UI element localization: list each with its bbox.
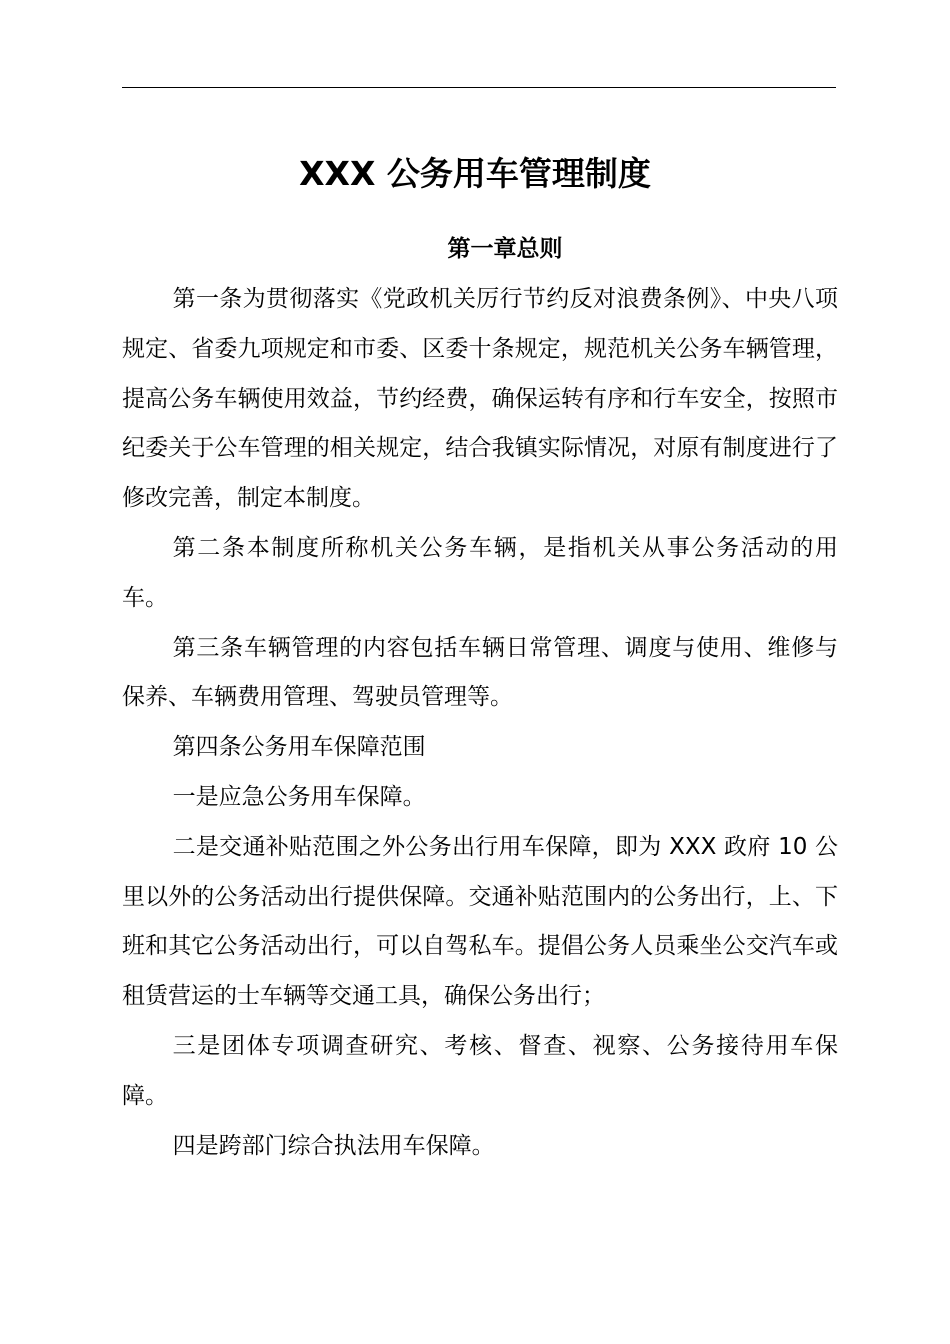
header-rule — [122, 87, 836, 88]
article-1-paragraph: 第一条为贯彻落实《党政机关厉行节约反对浪费条例》、中央八项规定、省委九项规定和市委、区委十条规定，规范机关公务车辆管理，提高公务车辆使用效益，节约经费，确保运转有序和行车安全，按照市纪委关于公车管理的相关规定，结合我镇实际情况，对原有制度进行了修改完善，制定本制度。 — [122, 286, 838, 512]
article-3-paragraph: 第三条车辆管理的内容包括车辆日常管理、调度与使用、维修与保养、车辆费用管理、驾驶员管理等。 — [122, 634, 838, 711]
chapter-heading: 第一章总则 — [447, 236, 563, 262]
scope-item-1: 一是应急公务用车保障。 — [172, 783, 426, 810]
document-body — [122, 275, 838, 1171]
scope-item-3: 三是团体专项调查研究、考核、督查、视察、公务接待用车保障。 — [122, 1032, 838, 1109]
article-4-heading: 第四条公务用车保障范围 — [172, 734, 426, 761]
title-code: XXX — [299, 154, 376, 193]
article-2-paragraph: 第二条本制度所称机关公务车辆，是指机关从事公务活动的用车。 — [122, 534, 838, 611]
scope-item-2: 二是交通补贴范围之外公务出行用车保障，即为 XXX 政府 10 公里以外的公务活动出行提供保障。交通补贴范围内的公务出行，上、下班和其它公务活动出行，可以自驾私车。提倡公务人员乘坐公交汽车或租赁营运的士车辆等交通工具，确保公务出行； — [122, 833, 838, 1010]
scope-item-4: 四是跨部门综合执法用车保障。 — [172, 1132, 495, 1159]
title-text: 公务用车管理制度 — [386, 154, 651, 193]
document-title — [0, 148, 950, 200]
